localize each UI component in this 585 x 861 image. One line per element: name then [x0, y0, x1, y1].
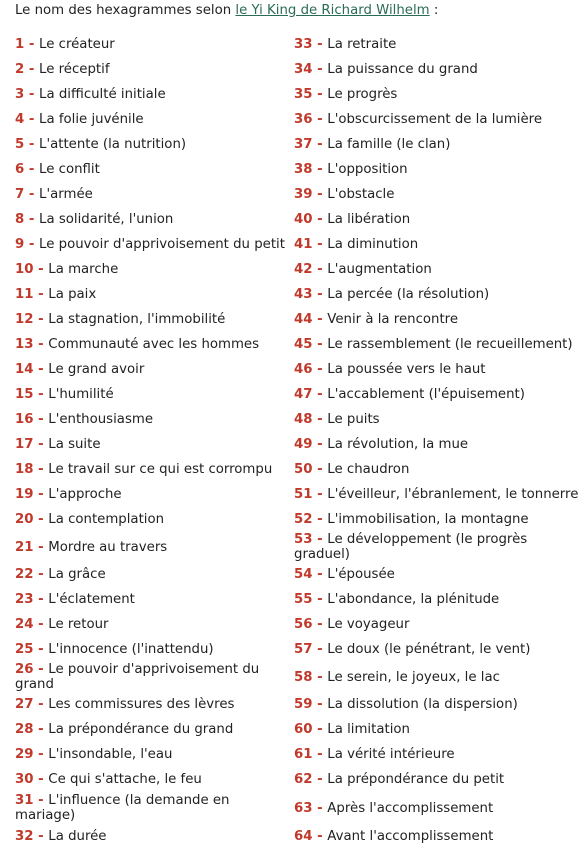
hexagram-number: 2 — [15, 62, 25, 77]
hexagram-separator: - — [312, 722, 328, 737]
table-row — [12, 157, 585, 182]
hexagram-name: L'opposition — [327, 162, 408, 177]
hexagram-entry — [12, 332, 291, 357]
table-row — [12, 717, 585, 742]
hexagram-entry — [12, 307, 291, 332]
hexagram-number: 43 — [294, 287, 313, 302]
hexagram-entry — [291, 507, 585, 532]
hexagram-entry — [12, 532, 291, 562]
hexagram-separator: - — [33, 487, 49, 502]
hexagram-entry — [291, 587, 585, 612]
hexagram-entry — [291, 107, 585, 132]
hexagram-number: 45 — [294, 337, 313, 352]
hexagram-separator: - — [33, 437, 49, 452]
hexagram-entry — [291, 482, 585, 507]
hexagram-name: La révolution, la mue — [327, 437, 469, 452]
hexagram-entry — [12, 282, 291, 307]
hexagram-separator: - — [24, 62, 40, 77]
hexagram-number: 17 — [15, 437, 34, 452]
hexagram-entry — [291, 407, 585, 432]
hexagram-name: Mordre au travers — [48, 539, 168, 555]
hexagram-number: 37 — [294, 137, 313, 152]
hexagram-number: 36 — [294, 112, 313, 127]
hexagram-entry — [291, 457, 585, 482]
hexagram-entry — [291, 432, 585, 457]
hexagram-separator: - — [312, 592, 328, 607]
hexagram-separator: - — [312, 697, 328, 712]
hexagram-separator: - — [312, 829, 328, 844]
hexagram-entry — [291, 612, 585, 637]
hexagram-entry — [12, 562, 291, 587]
hexagram-separator: - — [312, 437, 328, 452]
hexagram-number: 1 — [15, 37, 25, 52]
hexagram-number: 63 — [294, 800, 313, 816]
hexagram-name: L'approche — [48, 487, 122, 502]
hexagram-entry — [12, 457, 291, 482]
hexagram-separator: - — [33, 642, 49, 657]
hexagram-number: 11 — [15, 287, 34, 302]
hexagram-number: 14 — [15, 362, 34, 377]
hexagram-entry — [291, 767, 585, 792]
hexagram-separator: - — [24, 87, 40, 102]
hexagram-name: L'éveilleur, l'ébranlement, le tonnerre — [327, 487, 579, 502]
hexagram-number: 52 — [294, 512, 313, 527]
hexagram-entry — [12, 637, 291, 662]
hexagram-entry — [291, 692, 585, 717]
hexagram-name: L'insondable, l'eau — [48, 747, 173, 762]
hexagram-name: La percée (la résolution) — [327, 287, 490, 302]
hexagram-separator: - — [312, 337, 328, 352]
hexagram-name: Le grand avoir — [48, 362, 145, 377]
hexagram-name: La libération — [327, 212, 411, 227]
hexagram-name: La stagnation, l'immobilité — [48, 312, 226, 327]
table-row — [12, 507, 585, 532]
table-row — [12, 32, 585, 57]
hexagram-separator: - — [312, 772, 328, 787]
hexagram-separator: - — [33, 697, 49, 712]
table-row — [12, 662, 585, 692]
hexagram-number: 49 — [294, 437, 313, 452]
hexagram-separator: - — [33, 462, 49, 477]
hexagram-entry — [291, 232, 585, 257]
hexagram-separator: - — [312, 617, 328, 632]
hexagram-entry — [12, 257, 291, 282]
hexagram-number: 61 — [294, 747, 313, 762]
hexagram-separator: - — [33, 567, 49, 582]
hexagram-name: Après l'accomplissement — [327, 800, 494, 816]
hexagram-entry — [12, 792, 291, 824]
hexagram-name: L'immobilisation, la montagne — [327, 512, 529, 527]
hexagram-separator: - — [312, 312, 328, 327]
hexagram-name: L'augmentation — [327, 262, 432, 277]
hexagram-number: 8 — [15, 212, 25, 227]
hexagram-name: La marche — [48, 262, 119, 277]
hexagram-separator: - — [33, 312, 49, 327]
hexagram-name: L'armée — [39, 187, 93, 202]
hexagram-name: L'abondance, la plénitude — [327, 592, 500, 607]
hexagram-number: 24 — [15, 617, 34, 632]
hexagram-entry — [12, 824, 291, 849]
hexagram-number: 13 — [15, 337, 34, 352]
hexagram-number: 26 — [15, 662, 34, 677]
hexagram-separator: - — [33, 412, 49, 427]
hexagram-name: L'obscurcissement de la lumière — [327, 112, 543, 127]
hexagram-entry — [12, 357, 291, 382]
hexagram-separator: - — [312, 800, 328, 816]
hexagram-name: Le retour — [48, 617, 109, 632]
hexagram-name: Le rassemblement (le recueillement) — [327, 337, 573, 352]
hexagram-separator: - — [312, 112, 328, 127]
hexagram-entry — [291, 824, 585, 849]
table-row — [12, 612, 585, 637]
hexagram-separator: - — [312, 262, 328, 277]
table-row — [12, 257, 585, 282]
hexagram-separator: - — [24, 162, 40, 177]
hexagram-separator: - — [312, 162, 328, 177]
hexagram-number: 32 — [15, 829, 34, 844]
hexagram-number: 57 — [294, 642, 313, 657]
hexagram-name: La poussée vers le haut — [327, 362, 486, 377]
hexagram-name: Le voyageur — [327, 617, 410, 632]
hexagram-separator: - — [312, 187, 328, 202]
hexagram-number: 44 — [294, 312, 313, 327]
hexagram-number: 54 — [294, 567, 313, 582]
hexagram-entry — [12, 182, 291, 207]
hexagram-entry — [12, 82, 291, 107]
hexagram-number: 18 — [15, 462, 34, 477]
hexagram-name: Le conflit — [39, 162, 100, 177]
hexagram-name: Le progrès — [327, 87, 398, 102]
hexagram-separator: - — [312, 87, 328, 102]
hexagram-entry — [291, 562, 585, 587]
hexagram-number: 10 — [15, 262, 34, 277]
hexagram-entry — [12, 612, 291, 637]
hexagram-number: 60 — [294, 722, 313, 737]
table-row — [12, 332, 585, 357]
table-row — [12, 57, 585, 82]
hexagram-name: La famille (le clan) — [327, 137, 451, 152]
hexagram-number: 40 — [294, 212, 313, 227]
hexagram-number: 55 — [294, 592, 313, 607]
table-row — [12, 824, 585, 849]
hexagram-number: 39 — [294, 187, 313, 202]
hexagram-separator: - — [33, 287, 49, 302]
hexagram-separator: - — [312, 212, 328, 227]
hexagram-name: Le créateur — [39, 37, 115, 52]
hexagram-entry — [12, 32, 291, 57]
hexagram-separator: - — [24, 187, 40, 202]
hexagram-entry — [291, 57, 585, 82]
hexagram-separator: - — [33, 829, 49, 844]
hexagram-separator: - — [312, 387, 328, 402]
table-row — [12, 407, 585, 432]
hexagram-number: 3 — [15, 87, 25, 102]
hexagram-separator: - — [312, 37, 328, 52]
hexagram-name: L'obstacle — [327, 187, 395, 202]
hexagram-number: 23 — [15, 592, 34, 607]
hexagram-separator: - — [24, 137, 40, 152]
hexagram-separator: - — [24, 112, 40, 127]
table-row — [12, 792, 585, 824]
table-row — [12, 357, 585, 382]
hexagram-name: Le doux (le pénétrant, le vent) — [327, 642, 531, 657]
hexagram-name: La contemplation — [48, 512, 165, 527]
hexagram-separator: - — [33, 662, 49, 677]
hexagram-separator: - — [33, 747, 49, 762]
hexagram-separator: - — [33, 617, 49, 632]
hexagram-entry — [291, 182, 585, 207]
hexagram-name: L'attente (la nutrition) — [39, 137, 187, 152]
hexagram-name: La prépondérance du grand — [48, 722, 234, 737]
table-row — [12, 207, 585, 232]
hexagram-entry — [12, 432, 291, 457]
hexagram-number: 59 — [294, 697, 313, 712]
hexagram-separator: - — [33, 387, 49, 402]
hexagram-entry — [12, 482, 291, 507]
hexagram-name: L'influence (la demande en mariage) — [15, 793, 230, 823]
hexagram-entry — [291, 662, 585, 692]
hexagram-separator: - — [312, 567, 328, 582]
hexagram-separator: - — [312, 412, 328, 427]
hexagram-entry — [12, 157, 291, 182]
hexagram-entry — [12, 717, 291, 742]
hexagram-entry — [12, 507, 291, 532]
hexagram-number: 29 — [15, 747, 34, 762]
hexagram-name: La difficulté initiale — [39, 87, 166, 102]
hexagram-number: 46 — [294, 362, 313, 377]
hexagram-table — [12, 32, 585, 849]
hexagram-separator: - — [312, 669, 328, 685]
table-row — [12, 692, 585, 717]
hexagram-number: 38 — [294, 162, 313, 177]
hexagram-number: 31 — [15, 793, 34, 808]
table-row — [12, 562, 585, 587]
hexagram-name: La suite — [48, 437, 101, 452]
hexagram-separator: - — [33, 539, 49, 555]
hexagram-name: La solidarité, l'union — [39, 212, 174, 227]
hexagram-name: Le serein, le joyeux, le lac — [327, 669, 500, 685]
hexagram-separator: - — [312, 642, 328, 657]
hexagram-number: 19 — [15, 487, 34, 502]
table-row — [12, 307, 585, 332]
hexagram-entry — [291, 792, 585, 824]
hexagram-entry — [291, 157, 585, 182]
hexagram-number: 51 — [294, 487, 313, 502]
hexagram-entry — [291, 282, 585, 307]
hexagram-name: L'accablement (l'épuisement) — [327, 387, 525, 402]
hexagram-number: 27 — [15, 697, 34, 712]
table-row — [12, 232, 585, 257]
hexagram-number: 16 — [15, 412, 34, 427]
hexagram-entry — [12, 107, 291, 132]
table-row — [12, 457, 585, 482]
hexagram-separator: - — [312, 62, 328, 77]
hexagram-separator: - — [33, 793, 49, 808]
hexagram-name: Ce qui s'attache, le feu — [48, 772, 202, 787]
hexagram-number: 62 — [294, 772, 313, 787]
hexagram-separator: - — [312, 362, 328, 377]
hexagram-number: 42 — [294, 262, 313, 277]
hexagram-separator: - — [312, 487, 328, 502]
hexagram-entry — [291, 32, 585, 57]
hexagram-separator: - — [33, 512, 49, 527]
hexagram-entry — [291, 132, 585, 157]
hexagram-number: 47 — [294, 387, 313, 402]
hexagram-name: Les commissures des lèvres — [48, 697, 235, 712]
hexagram-entry — [12, 767, 291, 792]
table-row — [12, 107, 585, 132]
hexagram-number: 22 — [15, 567, 34, 582]
hexagram-separator: - — [312, 137, 328, 152]
hexagram-name: La retraite — [327, 37, 397, 52]
hexagram-entry — [291, 742, 585, 767]
hexagram-number: 9 — [15, 237, 25, 252]
hexagram-number: 48 — [294, 412, 313, 427]
hexagram-name: La durée — [48, 829, 107, 844]
table-row — [12, 132, 585, 157]
hexagram-number: 4 — [15, 112, 25, 127]
hexagram-entry — [291, 257, 585, 282]
table-row — [12, 637, 585, 662]
table-row — [12, 182, 585, 207]
hexagram-name: La limitation — [327, 722, 410, 737]
hexagram-entry — [291, 382, 585, 407]
hexagram-separator: - — [33, 772, 49, 787]
hexagram-separator: - — [24, 37, 40, 52]
hexagram-name: La grâce — [48, 567, 106, 582]
hexagram-number: 30 — [15, 772, 34, 787]
intro-prefix: Le nom des hexagrammes selon — [15, 3, 236, 18]
hexagram-entry — [291, 532, 585, 562]
intro-suffix: : — [429, 3, 439, 18]
table-row — [12, 482, 585, 507]
hexagram-number: 64 — [294, 829, 313, 844]
hexagram-name: L'enthousiasme — [48, 412, 154, 427]
hexagram-name: Venir à la rencontre — [327, 312, 459, 327]
hexagram-name: Le puits — [327, 412, 380, 427]
table-row — [12, 767, 585, 792]
table-row — [12, 742, 585, 767]
hexagram-number: 20 — [15, 512, 34, 527]
hexagram-entry — [12, 662, 291, 692]
hexagram-number: 28 — [15, 722, 34, 737]
table-row — [12, 82, 585, 107]
hexagram-name: Communauté avec les hommes — [48, 337, 260, 352]
hexagram-name: Le réceptif — [39, 62, 110, 77]
hexagram-separator: - — [312, 237, 328, 252]
hexagram-entry — [12, 407, 291, 432]
hexagram-name: L'humilité — [48, 387, 114, 402]
hexagram-entry — [291, 307, 585, 332]
hexagram-entry — [12, 57, 291, 82]
hexagram-name: Le pouvoir d'apprivoisement du petit — [39, 237, 285, 252]
hexagram-entry — [12, 207, 291, 232]
wilhelm-link[interactable]: le Yi King de Richard Wilhelm — [235, 3, 430, 18]
hexagram-number: 50 — [294, 462, 313, 477]
hexagram-number: 34 — [294, 62, 313, 77]
hexagram-separator: - — [33, 362, 49, 377]
table-row — [12, 587, 585, 612]
hexagram-separator: - — [33, 592, 49, 607]
hexagram-name: Le développement (le progrès graduel) — [294, 532, 528, 562]
hexagram-name: La prépondérance du petit — [327, 772, 505, 787]
table-row — [12, 382, 585, 407]
hexagram-entry — [12, 232, 291, 257]
hexagram-separator: - — [312, 462, 328, 477]
hexagram-separator: - — [312, 747, 328, 762]
hexagram-number: 21 — [15, 539, 34, 555]
intro-line — [15, 3, 438, 18]
hexagram-entry — [12, 742, 291, 767]
hexagram-number: 5 — [15, 137, 25, 152]
hexagram-name: La paix — [48, 287, 97, 302]
hexagram-number: 15 — [15, 387, 34, 402]
hexagram-separator: - — [24, 237, 40, 252]
hexagram-entry — [12, 132, 291, 157]
hexagram-separator: - — [312, 287, 328, 302]
hexagram-entry — [291, 717, 585, 742]
hexagram-entry — [291, 207, 585, 232]
hexagram-entry — [12, 692, 291, 717]
hexagram-name: La dissolution (la dispersion) — [327, 697, 518, 712]
hexagram-separator: - — [312, 512, 328, 527]
hexagram-name: L'innocence (l'inattendu) — [48, 642, 214, 657]
hexagram-entry — [291, 82, 585, 107]
hexagram-number: 25 — [15, 642, 34, 657]
hexagram-separator: - — [33, 337, 49, 352]
hexagram-rows — [12, 32, 585, 849]
hexagram-entry — [291, 637, 585, 662]
hexagram-name: L'éclatement — [48, 592, 135, 607]
hexagram-entry — [291, 332, 585, 357]
hexagram-number: 41 — [294, 237, 313, 252]
hexagram-number: 12 — [15, 312, 34, 327]
table-row — [12, 532, 585, 562]
hexagram-entry — [291, 357, 585, 382]
hexagram-name: La diminution — [327, 237, 419, 252]
hexagram-entry — [12, 587, 291, 612]
table-row — [12, 432, 585, 457]
hexagram-number: 33 — [294, 37, 313, 52]
hexagram-name: La vérité intérieure — [327, 747, 455, 762]
hexagram-name: Le pouvoir d'apprivoisement du grand — [15, 662, 260, 692]
hexagram-entry — [12, 382, 291, 407]
hexagram-name: La folie juvénile — [39, 112, 144, 127]
hexagram-name: Le travail sur ce qui est corrompu — [48, 462, 273, 477]
hexagram-number: 56 — [294, 617, 313, 632]
table-row — [12, 282, 585, 307]
hexagram-name: Avant l'accomplissement — [327, 829, 494, 844]
hexagram-number: 35 — [294, 87, 313, 102]
hexagram-name: La puissance du grand — [327, 62, 478, 77]
hexagram-number: 58 — [294, 669, 313, 685]
hexagram-separator: - — [33, 722, 49, 737]
hexagram-number: 53 — [294, 532, 313, 547]
hexagram-separator: - — [24, 212, 40, 227]
hexagram-separator: - — [312, 532, 328, 547]
hexagram-number: 7 — [15, 187, 25, 202]
hexagram-name: L'épousée — [327, 567, 395, 582]
hexagram-name: Le chaudron — [327, 462, 410, 477]
hexagram-number: 6 — [15, 162, 25, 177]
hexagram-separator: - — [33, 262, 49, 277]
